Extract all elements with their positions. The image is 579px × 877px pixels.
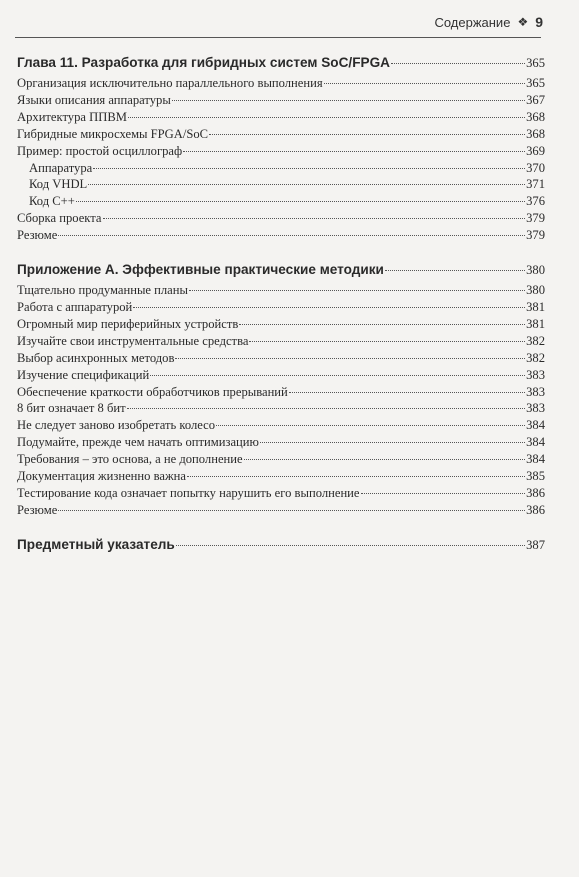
- toc-entry[interactable]: [17, 350, 545, 367]
- toc-entry[interactable]: [17, 468, 545, 485]
- entry-page-number: 380: [526, 283, 545, 298]
- entry-title: Изучайте свои инструментальные средства: [17, 333, 249, 348]
- toc-entry[interactable]: [17, 316, 545, 333]
- dot-leader: [289, 392, 525, 393]
- entry-page-number: 386: [526, 502, 545, 517]
- toc-entry[interactable]: [17, 299, 545, 316]
- dot-leader: [189, 290, 525, 291]
- entry-page-number: 365: [526, 76, 545, 90]
- toc-entry[interactable]: [17, 160, 545, 177]
- dot-leader: [103, 218, 526, 219]
- dot-leader: [58, 235, 525, 236]
- entry-page-number: 386: [526, 485, 545, 500]
- toc-entry[interactable]: [17, 333, 545, 350]
- toc-entry[interactable]: [17, 367, 545, 384]
- entry-page-number: 379: [526, 228, 545, 243]
- entry-page-number: 381: [526, 299, 545, 314]
- entry-page-number: 384: [526, 418, 545, 433]
- entry-title: Тестирование кода означает попытку нарушить его выполнение: [17, 485, 360, 500]
- entry-title: Код C++: [29, 194, 75, 209]
- entry-page-number: 382: [526, 350, 545, 365]
- toc-entry[interactable]: [17, 126, 545, 143]
- running-header: [434, 14, 543, 30]
- dot-leader: [172, 100, 525, 101]
- entry-page-number: 365: [526, 56, 545, 70]
- toc-entry[interactable]: [17, 400, 545, 417]
- entry-title: Огромный мир периферийных устройств: [17, 316, 239, 331]
- toc-entry[interactable]: [17, 143, 545, 160]
- diamond-separator-icon: ❖: [517, 15, 529, 29]
- page-number: 9: [535, 14, 543, 30]
- dot-leader: [88, 184, 525, 185]
- entry-title: Не следует заново изобретать колесо: [17, 418, 216, 433]
- entry-title: Резюме: [17, 228, 58, 243]
- entry-page-number: 382: [526, 333, 545, 348]
- entry-page-number: 380: [526, 263, 545, 278]
- dot-leader: [361, 493, 526, 494]
- entry-page-number: 383: [526, 384, 545, 399]
- entry-title: Сборка проекта: [17, 211, 102, 226]
- dot-leader: [216, 425, 525, 426]
- entry-page-number: 383: [526, 367, 545, 382]
- entry-page-number: 371: [526, 177, 545, 192]
- entry-title: Изучение спецификаций: [17, 367, 150, 382]
- toc-entry[interactable]: [17, 92, 545, 109]
- entry-title: Резюме: [17, 502, 58, 517]
- dot-leader: [187, 476, 525, 477]
- entry-page-number: 368: [526, 109, 545, 124]
- entry-title: Требования – это основа, а не дополнение: [17, 452, 243, 467]
- toc-entry[interactable]: [17, 417, 545, 434]
- entry-page-number: 383: [526, 401, 545, 416]
- dot-leader: [244, 459, 526, 460]
- dot-leader: [391, 63, 525, 64]
- entry-page-number: 368: [526, 126, 545, 141]
- dot-leader: [176, 545, 525, 546]
- toc-entry[interactable]: [17, 109, 545, 126]
- dot-leader: [260, 442, 525, 443]
- entry-title: Обеспечение краткости обработчиков прерываний: [17, 384, 288, 399]
- entry-title: Документация жизненно важна: [17, 469, 186, 484]
- dot-leader: [150, 375, 525, 376]
- section-gap: [17, 244, 545, 260]
- toc-entry[interactable]: [17, 434, 545, 451]
- entry-page-number: 384: [526, 435, 545, 450]
- toc-entry[interactable]: [17, 176, 545, 193]
- dot-leader: [93, 168, 525, 169]
- entry-title: Приложение А. Эффективные практические методики: [17, 262, 384, 278]
- dot-leader: [133, 307, 525, 308]
- dot-leader: [175, 358, 525, 359]
- dot-leader: [128, 117, 525, 118]
- header-rule: [15, 37, 541, 38]
- dot-leader: [183, 151, 525, 152]
- toc-chapter-entry[interactable]: [17, 260, 545, 280]
- entry-title: 8 бит означает 8 бит: [17, 401, 126, 416]
- entry-title: Архитектура ППВМ: [17, 109, 127, 124]
- entry-page-number: 387: [526, 537, 545, 552]
- entry-title: Работа с аппаратурой: [17, 299, 133, 314]
- entry-title: Языки описания аппаратуры: [17, 92, 171, 107]
- toc-entry[interactable]: [17, 485, 545, 502]
- entry-page-number: 385: [526, 469, 545, 484]
- toc-entry[interactable]: [17, 502, 545, 519]
- entry-page-number: 367: [526, 92, 545, 107]
- dot-leader: [209, 134, 525, 135]
- toc-entry[interactable]: [17, 282, 545, 299]
- dot-leader: [58, 510, 525, 511]
- entry-title: Организация исключительно параллельного выполнения: [17, 76, 323, 90]
- toc-chapter-entry[interactable]: [17, 53, 545, 73]
- entry-title: Выбор асинхронных методов: [17, 350, 175, 365]
- entry-page-number: 384: [526, 452, 545, 467]
- toc-entry[interactable]: [17, 384, 545, 401]
- entry-page-number: 379: [526, 211, 545, 226]
- entry-title: Предметный указатель: [17, 536, 175, 552]
- entry-title: Код VHDL: [29, 177, 88, 192]
- entry-page-number: 381: [526, 316, 545, 331]
- header-section-title: Содержание: [434, 14, 511, 30]
- entry-title: Глава 11. Разработка для гибридных систем SoC/FPGA: [17, 55, 390, 70]
- entry-title: Тщательно продуманные планы: [17, 283, 188, 298]
- entry-page-number: 370: [526, 160, 545, 175]
- entry-title: Пример: простой осциллограф: [17, 143, 183, 158]
- entry-title: Подумайте, прежде чем начать оптимизацию: [17, 435, 259, 450]
- entry-page-number: 369: [526, 143, 545, 158]
- toc-entry[interactable]: [17, 451, 545, 468]
- dot-leader: [249, 341, 525, 342]
- table-of-contents: [17, 53, 545, 557]
- entry-title: Аппаратура: [29, 160, 93, 175]
- dot-leader: [76, 201, 525, 202]
- section-gap: [17, 519, 545, 535]
- toc-entry[interactable]: [17, 193, 545, 210]
- entry-title: Гибридные микросхемы FPGA/SoC: [17, 126, 209, 141]
- toc-entry[interactable]: [17, 75, 545, 92]
- dot-leader: [239, 324, 525, 325]
- dot-leader: [324, 83, 525, 84]
- entry-page-number: 376: [526, 194, 545, 209]
- toc-chapter-entry[interactable]: [17, 535, 545, 555]
- toc-entry[interactable]: [17, 227, 545, 244]
- dot-leader: [127, 408, 526, 409]
- dot-leader: [385, 270, 525, 271]
- toc-entry[interactable]: [17, 210, 545, 227]
